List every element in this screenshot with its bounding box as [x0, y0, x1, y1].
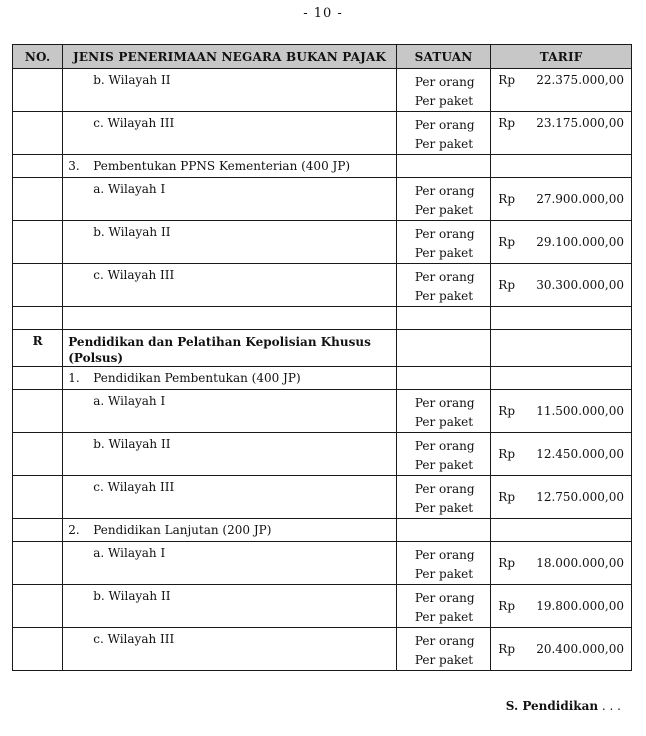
tarif-amount: 22.375.000,00 — [536, 73, 624, 87]
tarif-cell — [491, 112, 632, 155]
satuan-cell — [396, 264, 490, 307]
jenis-cell: a. Wilayah I — [63, 390, 397, 433]
no-cell — [13, 519, 63, 542]
group-title: Pendidikan Pembentukan (400 JP) — [93, 371, 301, 385]
satuan-line: Per orang — [414, 439, 475, 453]
no-cell — [13, 178, 63, 221]
jenis-cell: b. Wilayah II — [63, 69, 397, 112]
table-row-empty — [13, 307, 632, 330]
no-cell — [13, 585, 63, 628]
table-row — [13, 542, 632, 585]
satuan-cell — [396, 585, 490, 628]
no-cell — [13, 307, 63, 330]
satuan-cell — [396, 221, 490, 264]
satuan-cell — [396, 330, 490, 367]
satuan-cell — [396, 307, 490, 330]
table-row — [13, 69, 632, 112]
table-row — [13, 178, 632, 221]
satuan-cell — [396, 390, 490, 433]
satuan-line: Per paket — [414, 610, 474, 624]
tarif-cell — [491, 367, 632, 390]
page-number: - 10 - — [303, 6, 343, 21]
currency-label: Rp — [498, 116, 516, 130]
table-row — [13, 585, 632, 628]
table-row — [13, 628, 632, 671]
tarif-amount: 12.750.000,00 — [536, 490, 624, 504]
satuan-line: Per orang — [414, 118, 475, 132]
jenis-cell: b. Wilayah II — [63, 433, 397, 476]
jenis-cell: a. Wilayah I — [63, 542, 397, 585]
currency-label: Rp — [498, 404, 516, 418]
jenis-cell: c. Wilayah III — [63, 112, 397, 155]
satuan-line: Per paket — [414, 289, 474, 303]
next-section-label: S. Pendidikan — [505, 699, 599, 713]
currency-label: Rp — [498, 556, 516, 570]
no-cell — [13, 264, 63, 307]
tarif-cell — [491, 178, 632, 221]
tarif-cell — [491, 519, 632, 542]
jenis-cell: a. Wilayah I — [63, 178, 397, 221]
jenis-cell: b. Wilayah II — [63, 221, 397, 264]
no-cell — [13, 367, 63, 390]
table-row-group — [13, 155, 632, 178]
group-title: Pembentukan PPNS Kementerian (400 JP) — [93, 159, 351, 173]
group-title-cell — [63, 155, 397, 178]
tarif-cell — [491, 330, 632, 367]
group-number: 2. — [68, 523, 80, 537]
currency-label: Rp — [498, 73, 516, 87]
table-header-row — [13, 45, 632, 69]
header-jenis: JENIS PENERIMAAN NEGARA BUKAN PAJAK — [63, 45, 397, 69]
tarif-amount: 29.100.000,00 — [536, 235, 624, 249]
group-number: 1. — [68, 371, 80, 385]
table-row — [13, 112, 632, 155]
table-row — [13, 221, 632, 264]
satuan-cell — [396, 112, 490, 155]
satuan-cell — [396, 69, 490, 112]
satuan-line: Per paket — [414, 501, 474, 515]
currency-label: Rp — [498, 599, 516, 613]
tarif-cell — [491, 307, 632, 330]
tarif-amount: 11.500.000,00 — [536, 404, 624, 418]
tarif-cell — [491, 476, 632, 519]
satuan-line: Per orang — [414, 184, 475, 198]
satuan-line: Per paket — [414, 137, 474, 151]
table-row-section — [13, 330, 632, 367]
continuation-note — [506, 699, 621, 713]
group-title: Pendidikan Lanjutan (200 JP) — [93, 523, 272, 537]
section-title: Pendidikan dan Pelatihan Kepolisian Khusus (Polsus) — [63, 330, 397, 367]
header-tarif: TARIF — [491, 45, 632, 69]
satuan-cell — [396, 542, 490, 585]
satuan-cell — [396, 519, 490, 542]
table-row — [13, 390, 632, 433]
satuan-cell — [396, 155, 490, 178]
tarif-cell — [491, 390, 632, 433]
tarif-amount: 19.800.000,00 — [536, 599, 624, 613]
satuan-line: Per orang — [414, 227, 475, 241]
satuan-line: Per paket — [414, 458, 474, 472]
table-row — [13, 264, 632, 307]
tarif-amount: 20.400.000,00 — [536, 642, 624, 656]
currency-label: Rp — [498, 447, 516, 461]
no-cell — [13, 112, 63, 155]
satuan-line: Per orang — [414, 270, 475, 284]
no-cell — [13, 390, 63, 433]
satuan-line: Per orang — [414, 75, 475, 89]
tarif-amount: 18.000.000,00 — [536, 556, 624, 570]
no-cell — [13, 433, 63, 476]
tarif-amount: 12.450.000,00 — [536, 447, 624, 461]
tarif-amount: 27.900.000,00 — [536, 192, 624, 206]
table-row-group — [13, 367, 632, 390]
satuan-line: Per paket — [414, 94, 474, 108]
no-cell — [13, 542, 63, 585]
no-cell — [13, 155, 63, 178]
satuan-line: Per paket — [414, 653, 474, 667]
satuan-line: Per orang — [414, 548, 475, 562]
currency-label: Rp — [498, 192, 516, 206]
jenis-cell: b. Wilayah II — [63, 585, 397, 628]
currency-label: Rp — [498, 490, 516, 504]
tarif-amount: 30.300.000,00 — [536, 278, 624, 292]
satuan-line: Per paket — [414, 203, 474, 217]
table-row — [13, 433, 632, 476]
currency-label: Rp — [498, 235, 516, 249]
tarif-cell — [491, 155, 632, 178]
tarif-cell — [491, 69, 632, 112]
tarif-amount: 23.175.000,00 — [536, 116, 624, 130]
satuan-line: Per orang — [414, 591, 475, 605]
currency-label: Rp — [498, 278, 516, 292]
no-cell — [13, 476, 63, 519]
satuan-cell — [396, 178, 490, 221]
group-title-cell — [63, 519, 397, 542]
tarif-cell — [491, 221, 632, 264]
tarif-cell — [491, 433, 632, 476]
currency-label: Rp — [498, 642, 516, 656]
pnbp-tariff-table — [12, 44, 632, 671]
no-cell — [13, 628, 63, 671]
tarif-cell — [491, 264, 632, 307]
table-row-group — [13, 519, 632, 542]
satuan-line: Per orang — [414, 396, 475, 410]
jenis-cell: c. Wilayah III — [63, 476, 397, 519]
tarif-cell — [491, 585, 632, 628]
jenis-cell: c. Wilayah III — [63, 264, 397, 307]
section-letter: R — [13, 330, 63, 367]
no-cell — [13, 69, 63, 112]
satuan-line: Per orang — [414, 482, 475, 496]
satuan-line: Per paket — [414, 415, 474, 429]
satuan-cell — [396, 628, 490, 671]
satuan-line: Per orang — [414, 634, 475, 648]
satuan-line: Per paket — [414, 246, 474, 260]
tarif-cell — [491, 628, 632, 671]
tarif-cell — [491, 542, 632, 585]
header-satuan: SATUAN — [396, 45, 490, 69]
satuan-line: Per paket — [414, 567, 474, 581]
group-number: 3. — [68, 159, 80, 173]
satuan-cell — [396, 476, 490, 519]
header-no: NO. — [13, 45, 63, 69]
group-title-cell — [63, 367, 397, 390]
ellipsis: . . . — [598, 699, 621, 713]
no-cell — [13, 221, 63, 264]
jenis-cell — [63, 307, 397, 330]
satuan-cell — [396, 367, 490, 390]
satuan-cell — [396, 433, 490, 476]
jenis-cell: c. Wilayah III — [63, 628, 397, 671]
table-row — [13, 476, 632, 519]
